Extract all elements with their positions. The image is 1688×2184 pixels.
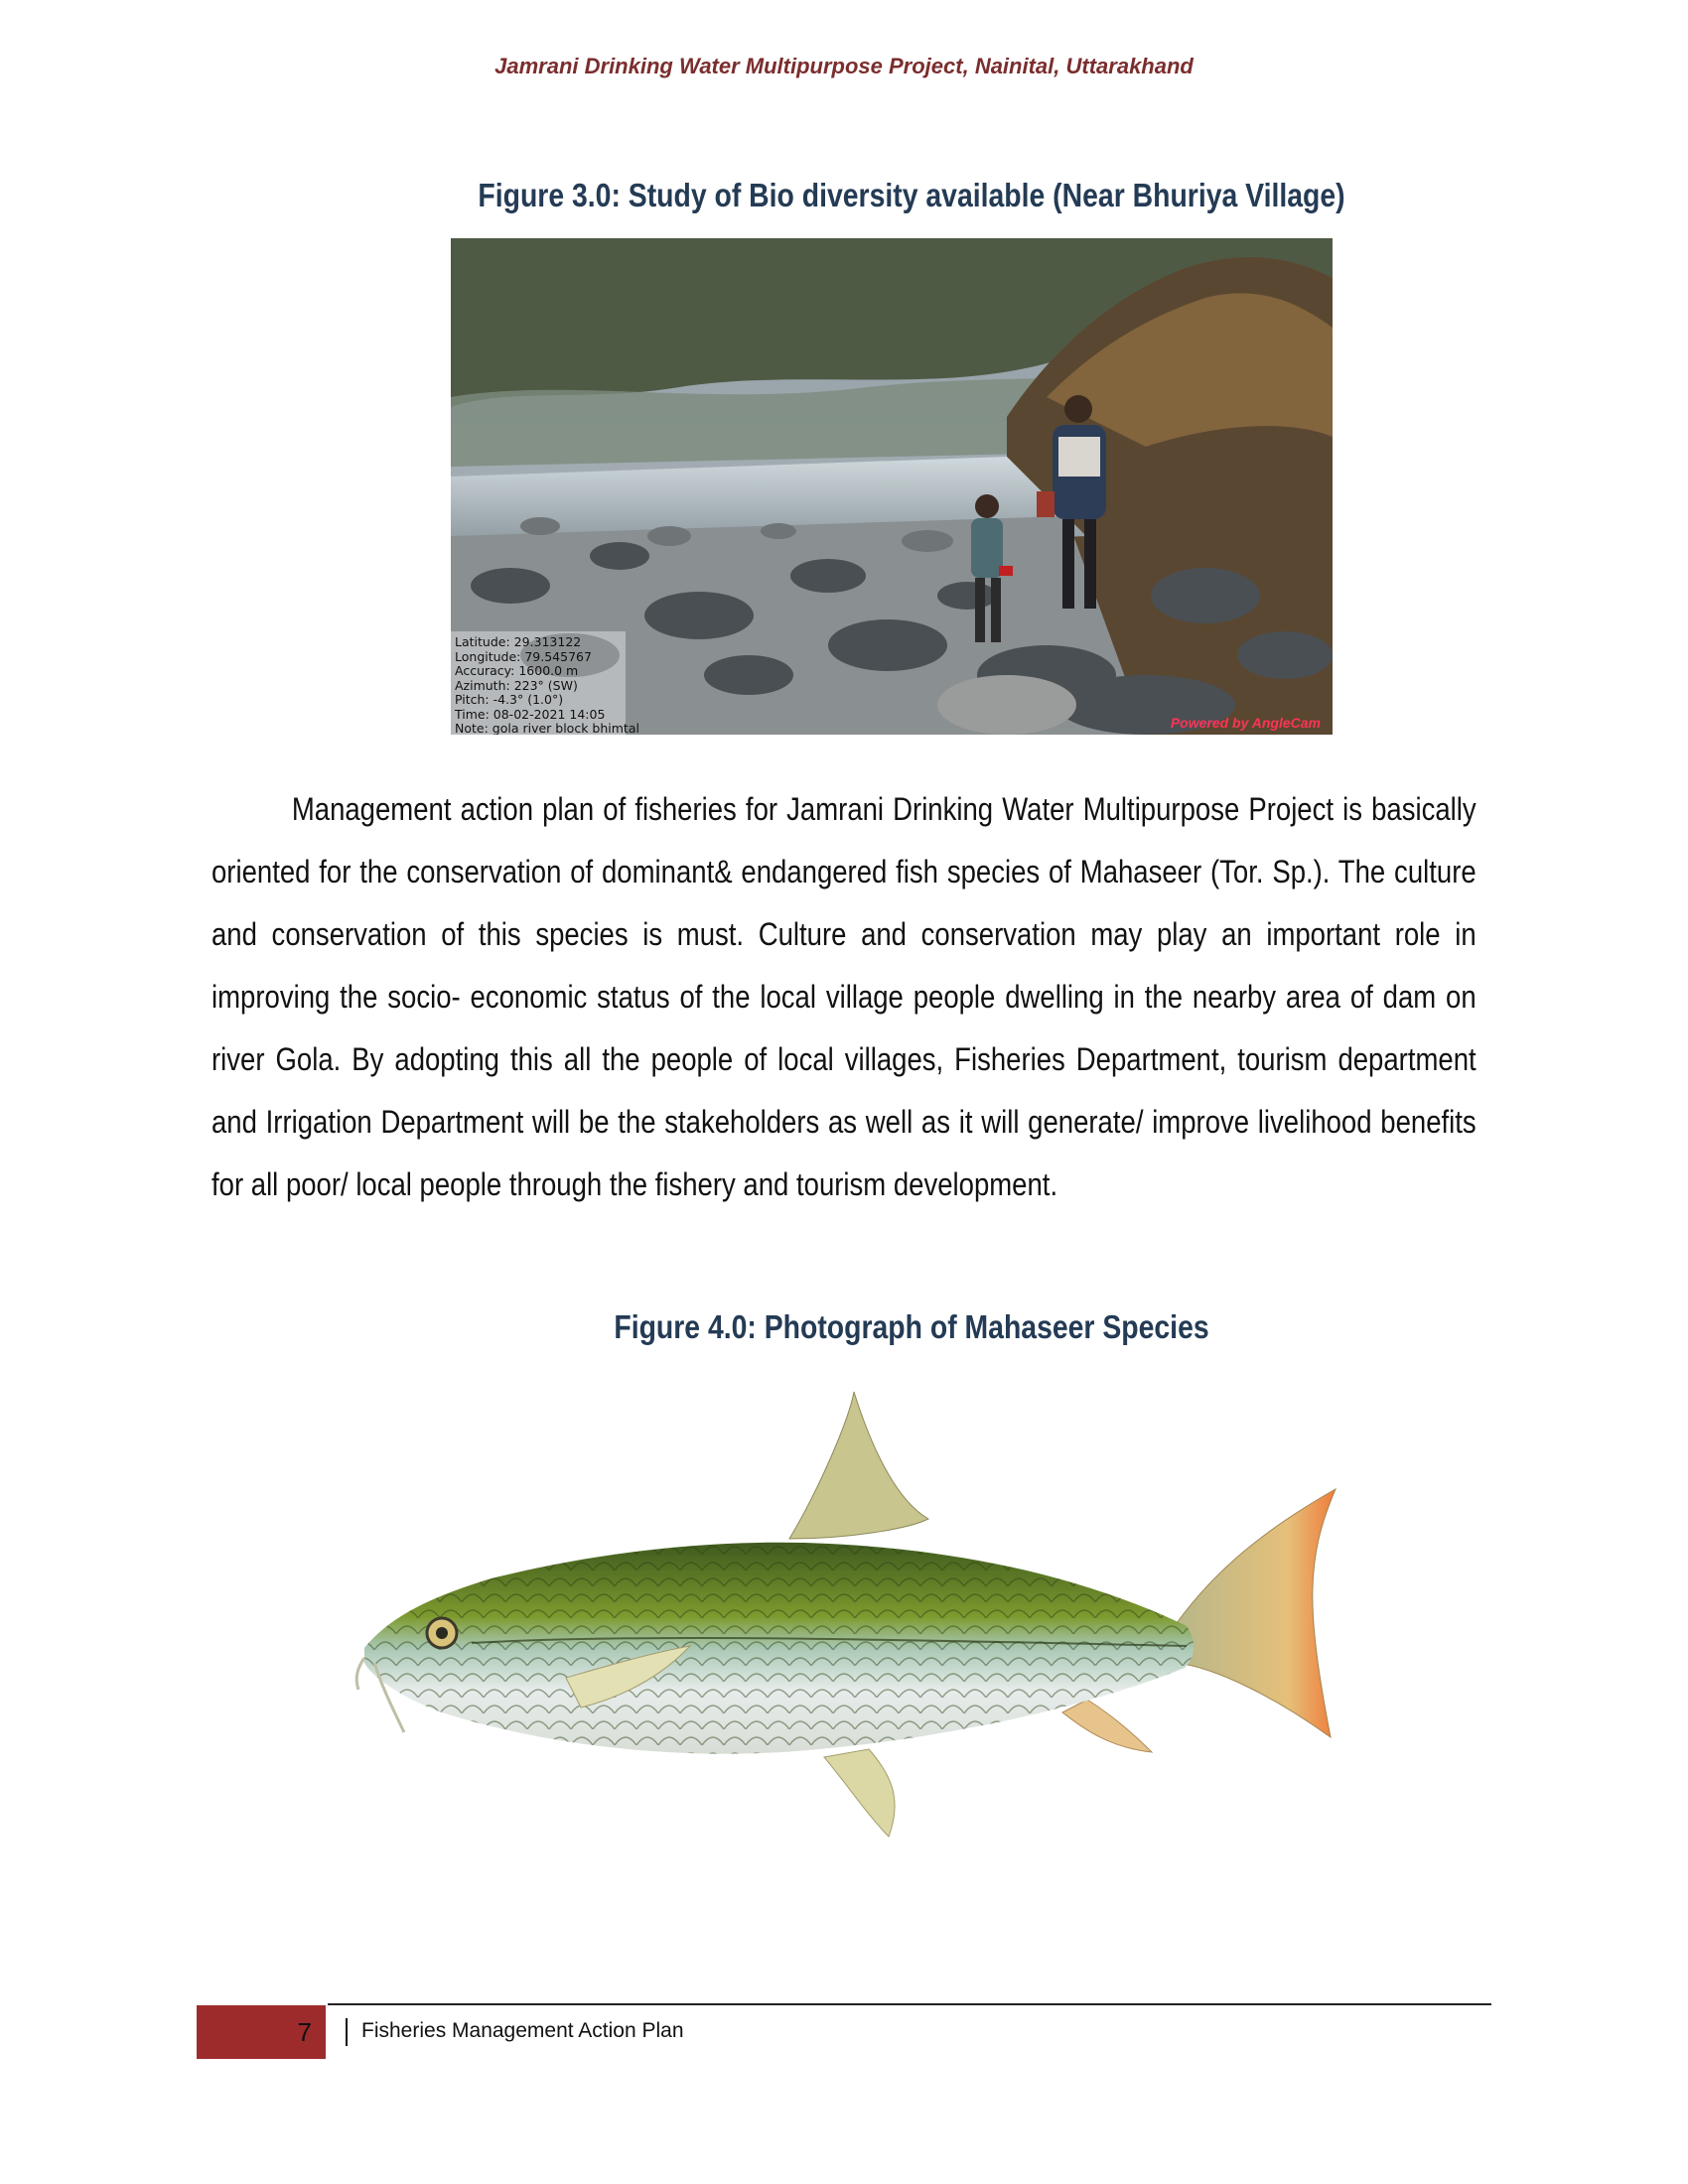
mahaseer-fish-illustration (352, 1380, 1345, 1846)
gps-accuracy: Accuracy: 1600.0 m (455, 663, 579, 678)
page-number: 7 (197, 2005, 326, 2059)
footer-separator (346, 2018, 348, 2046)
gps-note: Note: gola river block bhimtal (455, 721, 639, 735)
figure-3-caption: Figure 3.0: Study of Bio diversity available (Near Bhuriya Village) (478, 177, 1345, 213)
body-paragraph: Management action plan of fisheries for Jamrani Drinking Water Multipurpose Project is basically oriented for the conservation of dominant& endangered fish species of Mahaseer (Tor. Sp.). The culture and conservation of this species is must. Culture and conservation may play an important role in improving the socio- economic status of the local village people dwelling in the nearby area of dam on river Gola. By adopting this all the people of local villages, Fisheries Department, tourism department and Irrigation Department will be the stakeholders as well as it will generate/ improve livelihood benefits for all poor/ local people through the fishery and tourism development. (211, 791, 1477, 1202)
footer-document-title: Fisheries Management Action Plan (361, 2019, 684, 2042)
footer-rule (328, 2003, 1491, 2005)
gps-latitude: Latitude: 29.313122 (455, 634, 582, 649)
fish-drawing (352, 1380, 1345, 1846)
gps-pitch: Pitch: -4.3° (1.0°) (455, 692, 564, 707)
river-field-photo (451, 238, 1333, 735)
gps-longitude: Longitude: 79.545767 (455, 648, 592, 664)
gps-time: Time: 08-02-2021 14:05 (455, 706, 606, 722)
running-header: Jamrani Drinking Water Multipurpose Project, Nainital, Uttarakhand (494, 54, 1194, 78)
gps-azimuth: Azimuth: 223° (SW) (455, 677, 578, 693)
figure-4-caption: Figure 4.0: Photograph of Mahaseer Species (614, 1308, 1209, 1345)
gps-info-overlay (451, 631, 639, 735)
camera-watermark: Powered by AngleCam (1170, 715, 1321, 731)
